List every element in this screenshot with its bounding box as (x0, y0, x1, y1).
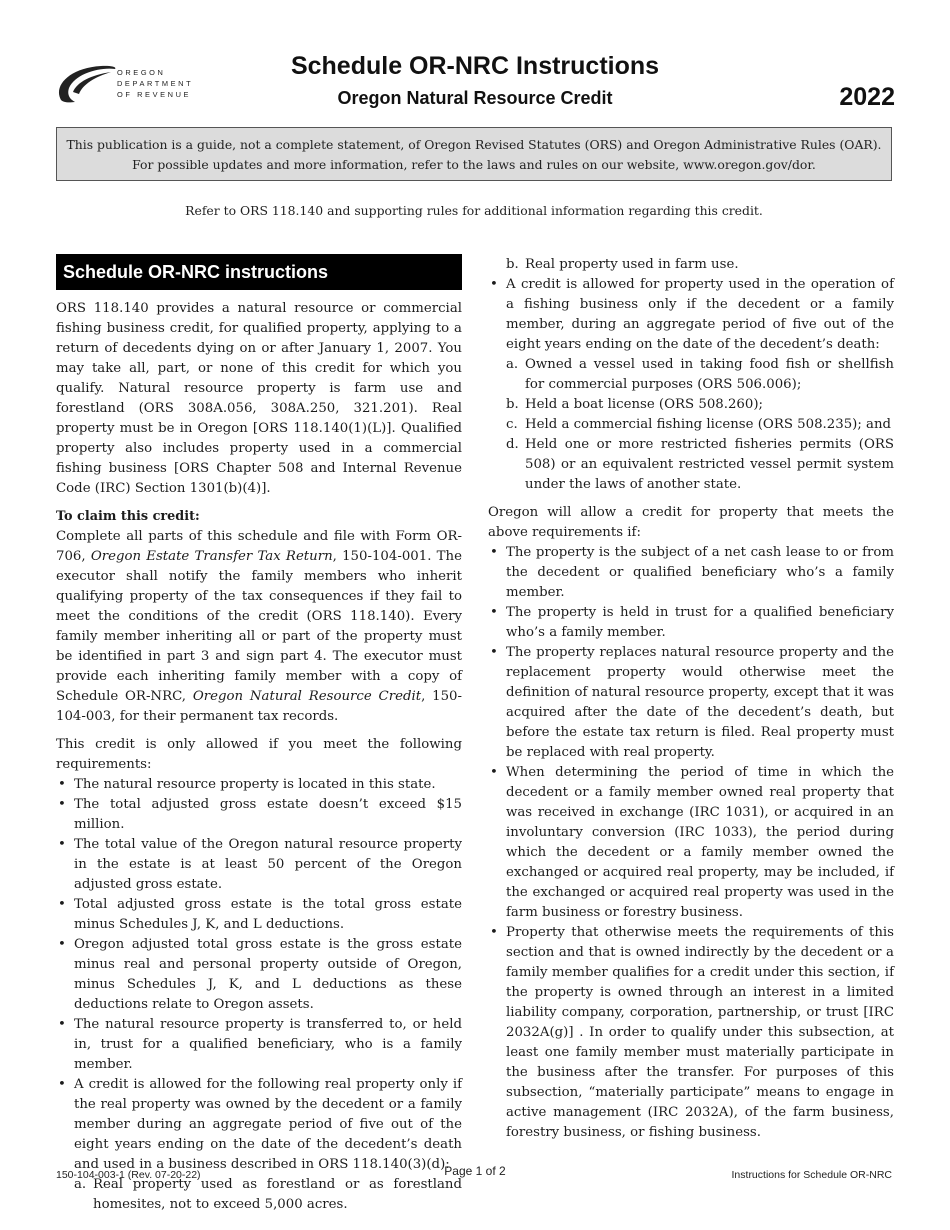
list-item: • Oregon adjusted total gross estate is the gross estate minus real and personal property outside of Oregon, minus Schedules J, K, and L deductions as these deductions relate to Oregon assets. (56, 935, 462, 1015)
allow-intro: Oregon will allow a credit for property that meets the above requirements if: (488, 505, 894, 540)
section-heading: Schedule OR-NRC instructions (56, 254, 462, 290)
fishing-list (488, 275, 894, 495)
list-item: • The natural resource property is located in this state. (56, 775, 462, 795)
list-item: • The total value of the Oregon natural resource property in the estate is at least 50 percent of the Oregon adjusted gross estate. (56, 835, 462, 895)
sub-marker: b. (506, 397, 519, 412)
refer-note: Refer to ORS 118.140 and supporting rules for additional information regarding this credit. (185, 203, 763, 218)
sub-item-text: Real property used as forestland or as forestland homesites, not to exceed 5,000 acres. (93, 1177, 462, 1212)
list-item: • Total adjusted gross estate is the total gross estate minus Schedules J, K, and L deductions. (56, 895, 462, 935)
tax-year: 2022 (839, 83, 895, 111)
list-item-text: A credit is allowed for property used in the operation of a fishing business only if the decedent or a family member, during an aggregate period of five out of the eight years ending on the date of the decedent’s death: (506, 277, 894, 352)
disclaimer-box (56, 127, 892, 181)
logo-line-3: OF REVENUE (117, 90, 192, 99)
claim-text-3: , 150-104-003, for their permanent tax records. (56, 689, 463, 724)
claim-form-title: Oregon Estate Transfer Tax Return (90, 549, 333, 564)
list-item (56, 1075, 462, 1215)
claim-paragraph (56, 527, 462, 727)
disclaimer-line-1: This publication is a guide, not a complete statement, of Oregon Revised Statutes (ORS) and Oregon Administrative Rules (OAR). (66, 137, 882, 152)
sub-item-text: Held one or more restricted fisheries permits (ORS 508) or an equivalent restricted vessel permit system under the laws of another state. (525, 437, 894, 492)
sub-marker: c. (506, 417, 518, 432)
page-title: Schedule OR-NRC Instructions (290, 52, 660, 80)
logo-wordmark (117, 67, 193, 100)
allow-list (488, 543, 894, 1143)
list-item: • When determining the period of time in which the decedent or a family member owned real property that was received in exchange (IRC 1031), or acquired in an involuntary conversion (IRC 1033), the period during which the decedent or a family member owned the exchanged or acquired real property, may be included, if the exchanged or acquired real property was used in the farm business or forestry business. (488, 763, 894, 923)
list-item: • The property is held in trust for a qualified beneficiary who’s a family member. (488, 603, 894, 643)
sub-item-text: Owned a vessel used in taking food fish or shellfish for commercial purposes (ORS 506.006); (525, 357, 894, 392)
list-item: • Property that otherwise meets the requirements of this section and that is owned indirectly by the decedent or a family member qualifies for a credit under this section, if the property is owned through an interest in a limited liability company, corporation, partnership, or trust [IRC 2032A(g)] . In order to qualify under this subsection, at least one family member must materially participate in the business after the transfer. For purposes of this subsection, “materially participate” means to engage in active management (IRC 2032A), of the farm business, forestry business, or fishing business. (488, 923, 894, 1143)
intro-paragraph: ORS 118.140 provides a natural resource or commercial fishing business credit, for qualified property, applying to a return of decedents dying on or after January 1, 2007. You may take all, part, or none of this credit for which you qualify. Natural resource property is farm use and forestland (ORS 308A.056, 308A.250, 321.201). Real property must be in Oregon [ORS 118.140(1)(L)]. Qualified property also includes property used in a commercial fishing business [ORS Chapter 508 and Internal Revenue Code (IRC) Section 1301(b)(4)]. (56, 301, 462, 496)
sub-list-item (74, 1175, 462, 1215)
sub-list-item (506, 395, 894, 415)
left-column (56, 254, 462, 1223)
sub-marker: a. (74, 1177, 87, 1192)
claim-schedule-title: Oregon Natural Resource Credit (192, 689, 422, 704)
list-item-text: A credit is allowed for the following real property only if the real property was owned by the decedent or a family member during an aggregate period of five out of the eight years ending on the date of the decedent’s death and used in a business described in ORS 118.140(3)(d): (74, 1077, 462, 1172)
sub-list-item (506, 355, 894, 395)
oregon-dor-logo (55, 62, 194, 106)
sub-marker: d. (506, 437, 519, 452)
page-subtitle: Oregon Natural Resource Credit (337, 88, 613, 108)
requirements-intro: This credit is only allowed if you meet the following requirements: (56, 737, 462, 772)
sub-list (506, 355, 894, 495)
list-item: • The natural resource property is transferred to, or held in, trust for a qualified beneficiary, who is a family member. (56, 1015, 462, 1075)
page-number: Page 1 of 2 (444, 1164, 506, 1178)
sub-item-text: Real property used in farm use. (525, 257, 739, 272)
sub-marker: a. (506, 357, 519, 372)
sub-marker: b. (506, 257, 519, 272)
logo-line-2: DEPARTMENT (117, 79, 194, 88)
requirements-list (56, 775, 462, 1215)
right-column (488, 255, 894, 1151)
claim-text-2: , 150-104-001. The executor shall notify the family members who inherit qualifying property of the tax consequences if they fail to meet the conditions of the credit (ORS 118.140). Every family member inheriting all or part of the property must be identified in part 3 and sign part 4. The executor must provide each inheriting family member with a copy of Schedule OR-NRC, (56, 549, 462, 704)
disclaimer-line-2: For possible updates and more information, refer to the laws and rules on our website, www.oregon.gov/dor. (132, 156, 816, 172)
logo-line-1: OREGON (117, 68, 166, 77)
list-item: • The total adjusted gross estate doesn’t exceed $15 million. (56, 795, 462, 835)
sub-list (74, 1175, 462, 1215)
sub-list-item (506, 435, 894, 495)
sub-item-text: Held a boat license (ORS 508.260); (525, 397, 764, 412)
swoosh-logo-icon (55, 62, 117, 106)
document-name: Instructions for Schedule OR-NRC (731, 1169, 892, 1181)
sub-item-text: Held a commercial fishing license (ORS 508.235); and (525, 417, 892, 432)
list-item: • The property replaces natural resource property and the replacement property would otherwise meet the definition of natural resource property, except that it was acquired after the date of the decedent’s death, but before the estate tax return is filed. Real property must be replaced with real property. (488, 643, 894, 763)
form-number: 150-104-003-1 (Rev. 07-20-22) (56, 1169, 201, 1181)
list-item (488, 275, 894, 495)
claim-heading: To claim this credit: (56, 509, 200, 524)
claim-text-1: Complete all parts of this schedule and file with Form OR-706, (56, 529, 462, 564)
sub-list-item (506, 255, 894, 275)
list-item: • The property is the subject of a net cash lease to or from the decedent or qualified beneficiary who’s a family member. (488, 543, 894, 603)
sub-list-item (506, 415, 894, 435)
